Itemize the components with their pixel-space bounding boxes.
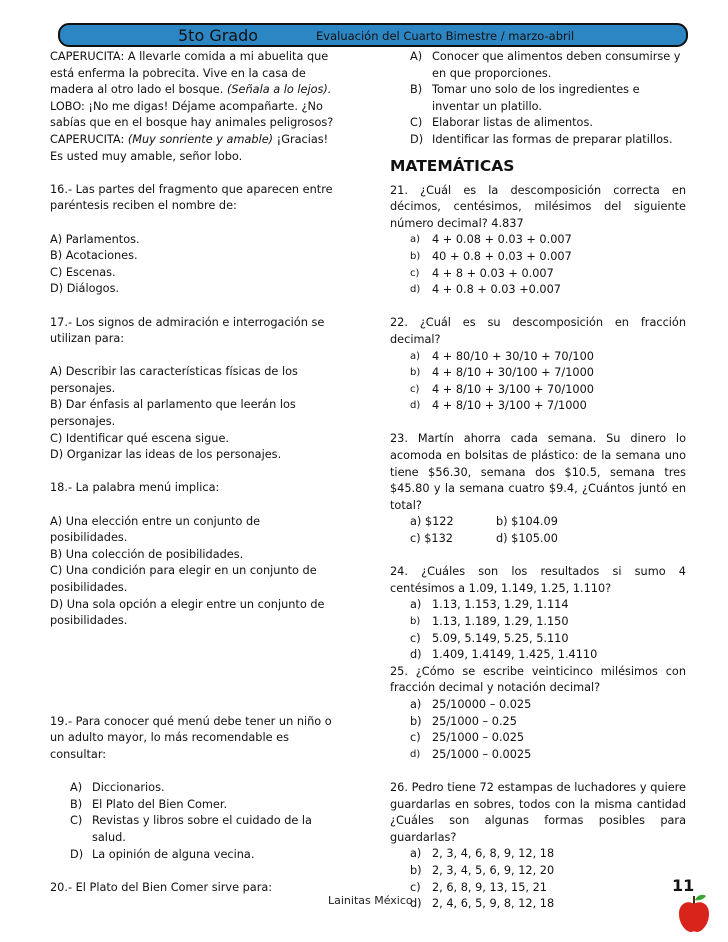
footer-text: Lainitas México — [328, 894, 413, 907]
header-banner — [58, 23, 688, 47]
exam-subtitle: Evaluación del Cuarto Bimestre / marzo-abril — [316, 29, 575, 43]
answer-row — [390, 531, 686, 548]
answer-option[interactable]: c) 5.09, 5.149, 5.25, 5.110 — [410, 631, 569, 645]
answer-option[interactable]: A) Una elección entre un conjunto de posibilidades. — [50, 514, 261, 545]
answer-option[interactable]: d) 1.409, 1.4149, 1.425, 1.4110 — [410, 648, 598, 662]
answer-option[interactable]: B) El Plato del Bien Comer. — [70, 797, 228, 811]
answer-option[interactable]: A) Describir las características físicas de los personajes. — [50, 365, 298, 395]
answer-option[interactable]: b) 2, 3, 4, 5, 6, 9, 12, 20 — [410, 863, 555, 877]
answer-option[interactable]: a) 4 + 0.08 + 0.03 + 0.007 — [410, 233, 572, 247]
answer-option[interactable]: c) 25/1000 – 0.025 — [410, 731, 525, 745]
answer-option[interactable]: B) Dar énfasis al parlamento que leerán los personajes. — [50, 398, 296, 429]
passage-line: LOBO: ¡No me digas! Déjame acompañarte. ¿No sabías que en el bosque hay animales peligrosos? — [50, 99, 334, 130]
answer-option[interactable]: c) $132 — [410, 532, 453, 546]
answer-option[interactable]: C) Revistas y libros sobre el cuidado de la salud. — [70, 814, 312, 844]
answer-option[interactable]: D) Una sola opción a elegir entre un conjunto de posibilidades. — [50, 597, 325, 628]
answer-option[interactable]: d) 4 + 0.8 + 0.03 +0.007 — [410, 283, 561, 297]
answer-option[interactable]: b) 40 + 0.8 + 0.03 + 0.007 — [410, 249, 572, 263]
answer-option[interactable]: c) 4 + 8/10 + 3/100 + 70/1000 — [410, 382, 594, 396]
answer-option[interactable]: b) 25/1000 – 0.25 — [410, 714, 517, 728]
passage-line: CAPERUCITA: (Muy sonriente y amable) ¡Gracias! Es usted muy amable, señor lobo. — [50, 132, 329, 163]
answer-option[interactable]: d) 4 + 8/10 + 3/100 + 7/1000 — [410, 399, 587, 413]
answer-option[interactable]: B) Tomar uno solo de los ingredientes e inventar un platillo. — [410, 83, 640, 113]
answer-option[interactable]: d) $105.00 — [496, 532, 558, 546]
answer-row — [390, 514, 686, 531]
answer-option[interactable]: A) Conocer que alimentos deben consumirse y en que proporciones. — [410, 50, 681, 80]
question-17: 17.- Los signos de admiración e interrogación se utilizan para: — [50, 315, 325, 346]
answer-option[interactable]: A) Diccionarios. — [70, 781, 165, 795]
grade-title: 5to Grado — [178, 26, 259, 45]
answer-option[interactable]: d) 2, 4, 6, 5, 9, 8, 12, 18 — [410, 897, 555, 911]
apple-icon — [676, 888, 712, 934]
answer-option[interactable]: B) Acotaciones. — [50, 249, 138, 263]
answer-option[interactable]: a) 2, 3, 4, 6, 8, 9, 12, 18 — [410, 847, 555, 861]
section-heading: MATEMÁTICAS — [390, 156, 515, 175]
question-22: 22. ¿Cuál es su descomposición en fracción decimal? — [390, 316, 686, 346]
question-21: 21. ¿Cuál es la descomposición correcta en décimos, centésimos, milésimos del siguiente número decimal? 4.837 — [390, 183, 686, 230]
answer-option[interactable]: B) Una colección de posibilidades. — [50, 547, 244, 561]
answer-option[interactable]: c) 2, 6, 8, 9, 13, 15, 21 — [410, 880, 547, 894]
question-24: 24. ¿Cuáles son los resultados si sumo 4 centésimos a 1.09, 1.149, 1.25, 1.110? — [390, 565, 686, 595]
answer-option[interactable]: b) 4 + 8/10 + 30/100 + 7/1000 — [410, 366, 594, 380]
answer-option[interactable]: b) $104.09 — [496, 515, 558, 529]
answer-option[interactable]: a) 4 + 80/10 + 30/10 + 70/100 — [410, 349, 594, 363]
page-number: 11 — [672, 876, 695, 895]
question-16: 16.- Las partes del fragmento que aparecen entre paréntesis reciben el nombre de: — [50, 182, 333, 213]
question-26: 26. Pedro tiene 72 estampas de luchadores y quiere guardarlas en sobres, todos con la misma cantidad ¿Cuáles son algunas formas posibles para guardarlas? — [390, 780, 686, 844]
answer-option[interactable]: A) Parlamentos. — [50, 232, 140, 246]
question-19: 19.- Para conocer qué menú debe tener un niño o un adulto mayor, lo más recomendable es consultar: — [50, 714, 332, 761]
answer-option[interactable]: C) Escenas. — [50, 265, 116, 279]
answer-option[interactable]: a) 25/10000 – 0.025 — [410, 697, 532, 711]
question-18: 18.- La palabra menú implica: — [50, 481, 220, 495]
answer-option[interactable]: d) 25/1000 – 0.0025 — [410, 747, 532, 761]
answer-option[interactable]: a) 1.13, 1.153, 1.29, 1.114 — [410, 598, 569, 612]
answer-option[interactable]: c) 4 + 8 + 0.03 + 0.007 — [410, 266, 554, 280]
answer-option[interactable]: D) Identificar las formas de preparar platillos. — [410, 132, 673, 146]
answer-option[interactable]: a) $122 — [410, 515, 454, 529]
answer-option[interactable]: b) 1.13, 1.189, 1.29, 1.150 — [410, 615, 569, 628]
answer-option[interactable]: C) Elaborar listas de alimentos. — [410, 116, 593, 130]
question-25: 25. ¿Cómo se escribe veinticinco milésimos con fracción decimal y notación decimal? — [390, 664, 686, 695]
answer-option[interactable]: C) Identificar qué escena sigue. — [50, 431, 229, 445]
question-20: 20.- El Plato del Bien Comer sirve para: — [50, 880, 273, 894]
right-column — [390, 49, 686, 913]
left-column — [50, 49, 340, 896]
question-23: 23. Martín ahorra cada semana. Su dinero lo acomoda en bolsitas de plástico: de la semana uno tiene $56.30, semana dos $10.5, semana tres $45.80 y la semana cuatro $9.4, ¿Cuántos juntó en total? — [390, 432, 686, 512]
answer-option[interactable]: D) La opinión de alguna vecina. — [70, 847, 255, 861]
answer-option[interactable]: C) Una condición para elegir en un conjunto de posibilidades. — [50, 564, 317, 594]
answer-option[interactable]: D) Organizar las ideas de los personajes. — [50, 448, 282, 462]
answer-option[interactable]: D) Diálogos. — [50, 282, 120, 296]
passage-line: CAPERUCITA: A llevarle comida a mi abuelita que está enferma la pobrecita. Vive en la casa de madera al otro lado el bosque. (Señala a lo lejos). — [50, 50, 332, 97]
